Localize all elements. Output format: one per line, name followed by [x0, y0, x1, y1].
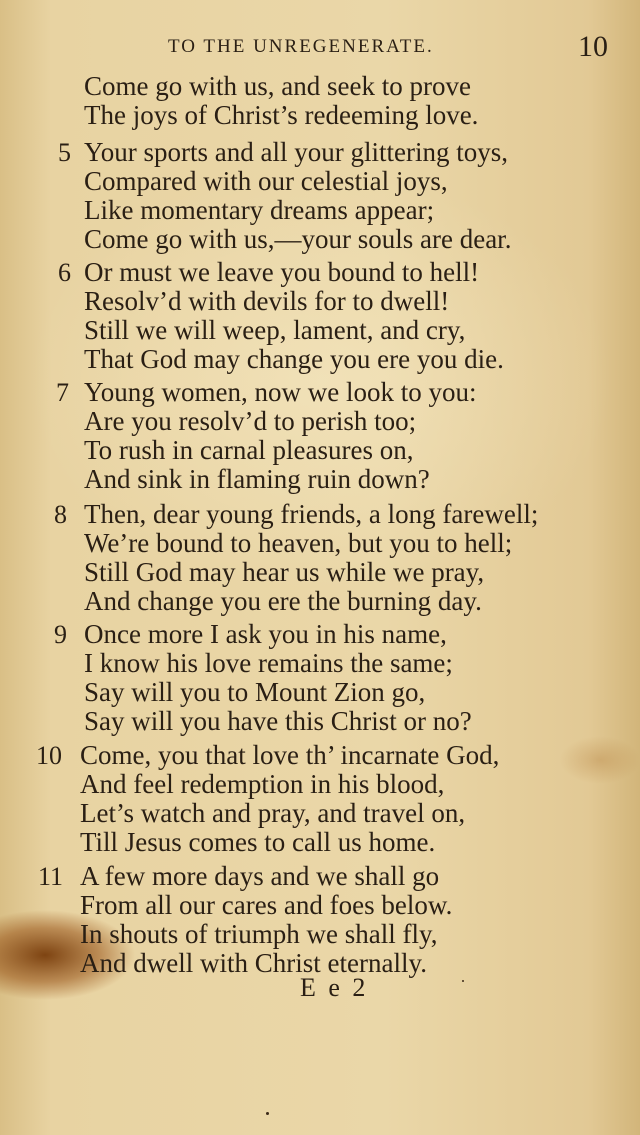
hymn-line: I know his love remains the same;	[84, 648, 453, 678]
hymn-line: In shouts of triumph we shall fly,	[80, 919, 438, 949]
page-header	[0, 30, 640, 63]
hymn-line: Then, dear young friends, a long farewell;	[84, 499, 539, 529]
hymn-line: Let’s watch and pray, and travel on,	[80, 798, 466, 828]
hymn-line: Young women, now we look to you:	[84, 377, 477, 407]
hymn-line: Compared with our celestial joys,	[84, 166, 448, 196]
verse-number: 5	[58, 138, 71, 167]
hymn-line: And change you ere the burning day.	[84, 586, 482, 616]
verse-number: 11	[38, 862, 64, 891]
ink-speck	[462, 980, 464, 982]
hymn-line: Resolv’d with devils for to dwell!	[84, 286, 450, 316]
running-title: TO THE UNREGENERATE.	[168, 36, 434, 57]
hymn-line: From all our cares and foes below.	[80, 890, 453, 920]
hymn-line: Still God may hear us while we pray,	[84, 557, 485, 587]
hymn-line: Like momentary dreams appear;	[84, 195, 435, 225]
hymn-line: Come go with us,—your souls are dear.	[84, 224, 512, 254]
hymn-line: Say will you have this Christ or no?	[84, 706, 472, 736]
hymn-line: Your sports and all your glittering toys,	[84, 137, 508, 167]
hymn-line: And sink in flaming ruin down?	[84, 464, 430, 494]
verse-number: 10	[36, 741, 62, 770]
hymn-line: A few more days and we shall go	[80, 861, 440, 891]
hymn-line: We’re bound to heaven, but you to hell;	[84, 528, 513, 558]
hymn-line: Say will you to Mount Zion go,	[84, 677, 426, 707]
hymn-line: Come, you that love th’ incarnate God,	[80, 740, 500, 770]
verse-number: 6	[58, 258, 71, 287]
hymn-line: The joys of Christ’s redeeming love.	[84, 100, 479, 130]
hymn-line: And feel redemption in his blood,	[80, 769, 445, 799]
verse-number: 9	[54, 620, 67, 649]
hymn-line: Till Jesus comes to call us home.	[80, 827, 436, 857]
hymn-line: Come go with us, and seek to prove	[84, 71, 471, 101]
hymn-line: And dwell with Christ eternally.	[80, 948, 427, 978]
ink-speck	[266, 1112, 269, 1115]
verse-number: 8	[54, 500, 67, 529]
signature-mark: E e 2	[300, 973, 369, 1002]
hymn-line: Or must we leave you bound to hell!	[84, 257, 480, 287]
hymn-line: Are you resolv’d to perish too;	[84, 406, 417, 436]
hymn-line: To rush in carnal pleasures on,	[84, 435, 414, 465]
hymn-line: That God may change you ere you die.	[84, 344, 504, 374]
hymn-line: Still we will weep, lament, and cry,	[84, 315, 466, 345]
page-number: 10	[578, 30, 608, 63]
verse-number: 7	[56, 378, 69, 407]
hymn-line: Once more I ask you in his name,	[84, 619, 447, 649]
